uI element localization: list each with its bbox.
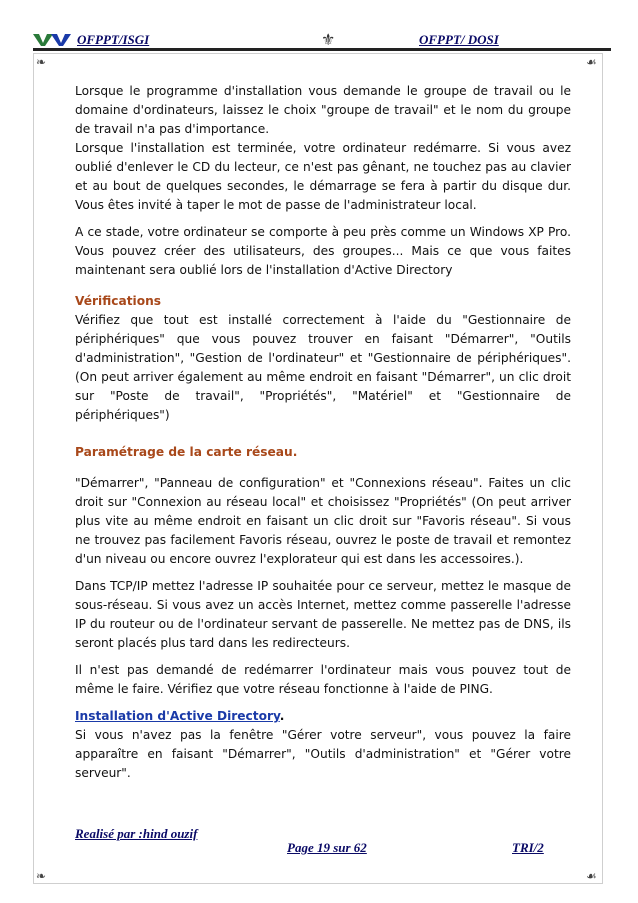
- paragraph-device-manager: Vérifiez que tout est installé correctement à l'aide du "Gestionnaire de périphériques" que vous pouvez trouver en faisant "Démarrer", "Outils d'administration", "Gestion de l'ordinateur" et "Gestionnaire de périphériques". (On peut arriver également au même endroit en faisant "Démarrer", un clic droit sur "Poste de travail", "Propriétés", "Matériel" et "Gestionnaire de périphériques"): [75, 313, 571, 422]
- header-left-title: OFPPT/ISGI: [77, 32, 150, 47]
- header-ornament-icon: ⚜: [321, 30, 336, 49]
- corner-ornament-top-left: ❧: [36, 55, 47, 69]
- corner-ornament-bottom-right: ☙: [586, 869, 597, 883]
- heading-active-directory: [75, 707, 571, 726]
- corner-ornament-bottom-left: ❧: [36, 869, 47, 883]
- header-rule: [33, 48, 611, 51]
- paragraph-install-workgroup: Lorsque le programme d'installation vous demande le groupe de travail ou le domaine d'ordinateurs, laissez le choix "groupe de travail" et le nom du groupe de travail n'a pas d'importance.: [75, 84, 571, 136]
- corner-ornament-top-right: ☙: [586, 55, 597, 69]
- heading-network-card: Paramétrage de la carte réseau.: [75, 445, 298, 459]
- paragraph-install-restart: Lorsque l'installation est terminée, votre ordinateur redémarre. Si vous avez oublié d'enlever le CD du lecteur, ce n'est pas gênant, ne touchez pas au clavier et au bout de quelques secondes, le démarrage se fera à partir du disque dur. Vous êtes invité à taper le mot de passe de l'administrateur local.: [75, 141, 571, 212]
- footer-code: TRI/2: [512, 840, 544, 855]
- heading-verifications: Vérifications: [75, 294, 162, 308]
- page-content: [75, 82, 571, 783]
- footer-author: Realisé par :hind ouzif: [75, 826, 198, 841]
- paragraph-network-connections: "Démarrer", "Panneau de configuration" et "Connexions réseau". Faites un clic droit sur "Connexion au réseau local" et choisissez "Propriétés" (On peut arriver plus vite au même endroit en faisant un clic droit sur "Favoris réseau". Si vous ne trouvez pas facilement Favoris réseau, ouvrez le poste de travail et remontez d'un niveau ou encore ouvrez l'explorateur qui est dans les accessoires.).: [75, 476, 571, 566]
- heading-active-directory-suffix: .: [279, 709, 285, 723]
- ofppt-logo-icon: [33, 32, 73, 46]
- paragraph-manage-server: Si vous n'avez pas la fenêtre "Gérer votre serveur", vous pouvez la faire apparaître en faisant "Démarrer", "Outils d'administration" et "Gérer votre serveur".: [75, 728, 571, 780]
- paragraph-tcp-ip: Dans TCP/IP mettez l'adresse IP souhaitée pour ce serveur, mettez le masque de sous-réseau. Si vous avez un accès Internet, mettez comme passerelle l'adresse IP du routeur ou de l'ordinateur servant de passerelle. Ne mettez pas de DNS, ils seront placés plus tard dans les redirecteurs.: [75, 579, 571, 650]
- footer-page-number: Page 19 sur 62: [287, 840, 367, 855]
- heading-active-directory-link[interactable]: Installation d'Active Directory: [75, 709, 280, 723]
- header-right-title: OFPPT/ DOSI: [419, 32, 499, 47]
- paragraph-ping: Il n'est pas demandé de redémarrer l'ordinateur mais vous pouvez tout de même le faire. Vérifiez que votre réseau fonctionne à l'aide de PING.: [75, 663, 571, 696]
- paragraph-xp-pro: A ce stade, votre ordinateur se comporte à peu près comme un Windows XP Pro. Vous pouvez créer des utilisateurs, des groupes... Mais ce que vous faites maintenant sera oublié lors de l'installation d'Active Directory: [75, 225, 571, 277]
